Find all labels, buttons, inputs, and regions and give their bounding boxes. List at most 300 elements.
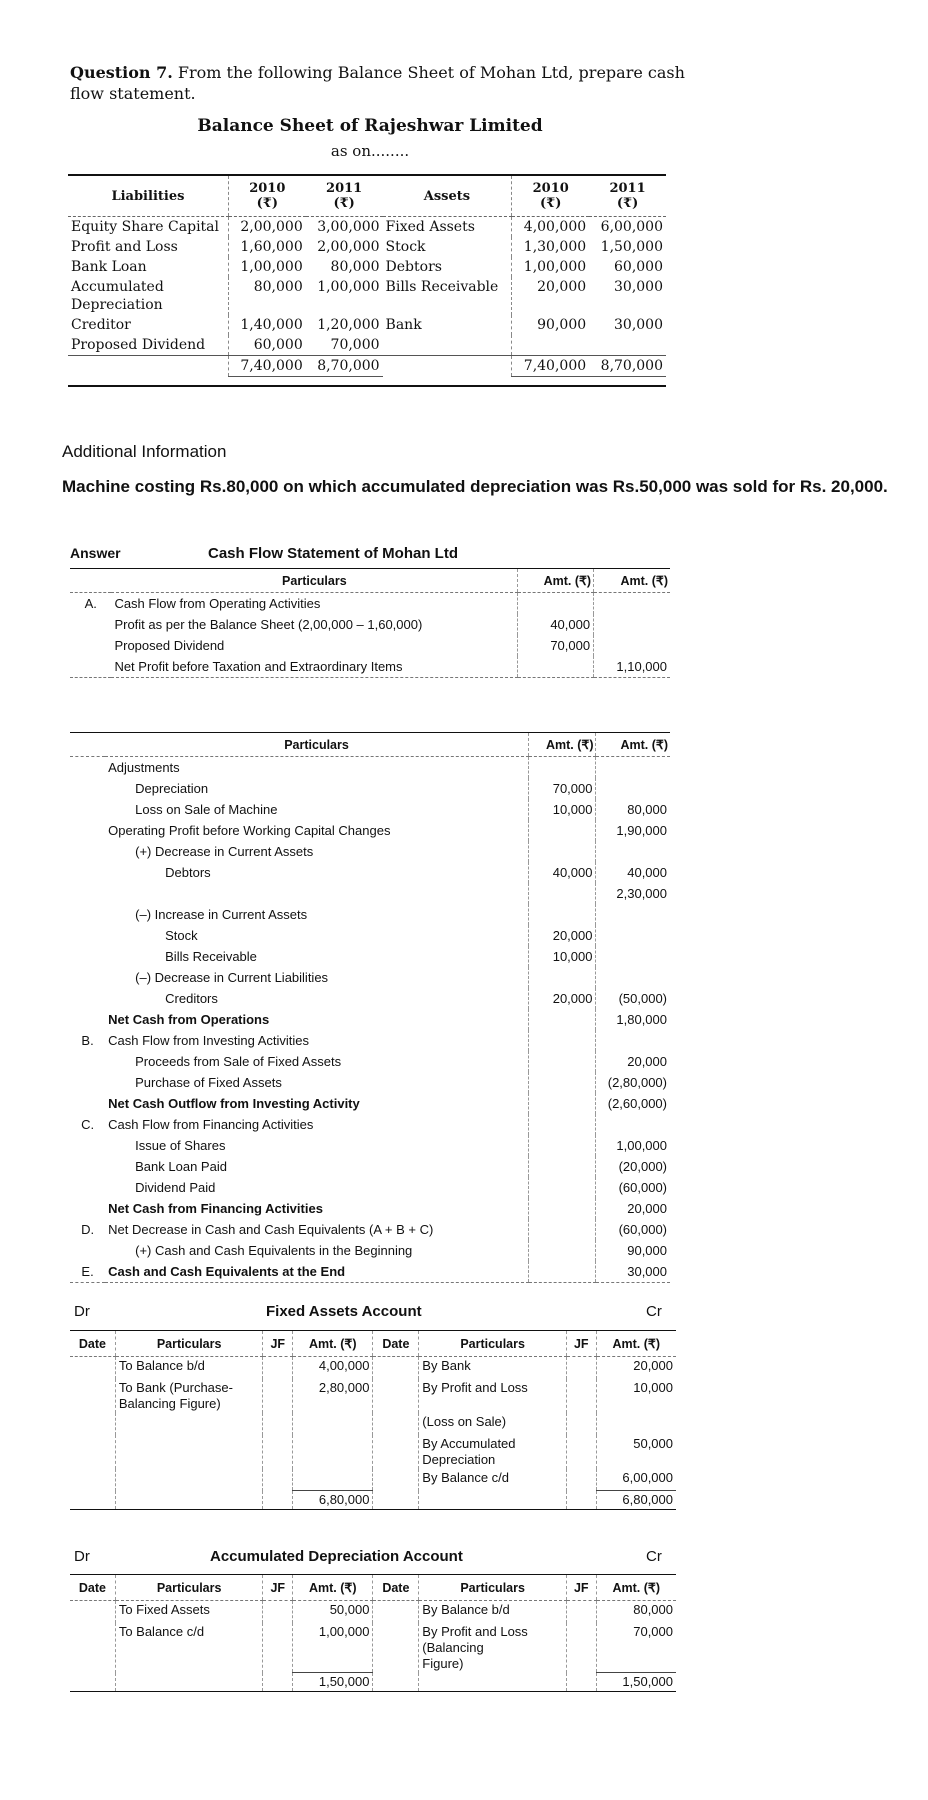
- section-marker: D.: [81, 1222, 95, 1237]
- cash-flow-row: [70, 946, 670, 967]
- cash-flow-row: [70, 925, 670, 946]
- section-marker: C.: [81, 1117, 95, 1132]
- liability-name: Equity Share Capital: [71, 219, 219, 235]
- credit-amount: 50,000: [596, 1435, 676, 1469]
- header-jf: JF: [263, 1331, 293, 1357]
- amount-col1: [528, 1030, 596, 1051]
- amount-col2: 1,10,000: [594, 656, 670, 678]
- total-spacer: [383, 356, 512, 377]
- debit-particular: [115, 1413, 263, 1435]
- cash-flow-row: [70, 967, 670, 988]
- section-marker: A.: [84, 596, 97, 611]
- credit-jf: [566, 1469, 596, 1491]
- cash-flow-row: [70, 614, 670, 635]
- asset-2010: [512, 335, 589, 356]
- amount-col1: [518, 593, 594, 615]
- balance-sheet-row: [68, 335, 666, 356]
- header-date: Date: [373, 1575, 419, 1601]
- asset-name: Fixed Assets: [385, 219, 475, 235]
- amount-col2: 2,30,000: [596, 883, 670, 904]
- cash-flow-row: [70, 1156, 670, 1177]
- balance-sheet-row: [68, 257, 666, 277]
- section-marker: [70, 1177, 105, 1198]
- particular-text: Net Cash from Financing Activities: [108, 1201, 323, 1216]
- header-amt: Amt. (₹): [293, 1331, 373, 1357]
- amount-col2: [596, 967, 670, 988]
- credit-jf: [566, 1413, 596, 1435]
- debit-amount: [293, 1413, 373, 1435]
- debit-amount: [293, 1469, 373, 1491]
- amount-col1: [528, 1114, 596, 1135]
- amount-col2: 40,000: [596, 862, 670, 883]
- credit-date: [373, 1623, 419, 1673]
- particular-text: Profit as per the Balance Sheet (2,00,000 – 1,60,000): [114, 617, 423, 632]
- section-marker: [70, 1051, 105, 1072]
- ledger-row: [70, 1623, 676, 1673]
- credit-date: [373, 1435, 419, 1469]
- section-marker: [70, 1135, 105, 1156]
- ledger-row: [70, 1469, 676, 1491]
- question-label: Question 7.: [70, 63, 173, 82]
- liability-2010: 1,40,000: [228, 315, 305, 335]
- amount-col2: 1,90,000: [596, 820, 670, 841]
- cash-flow-row: [70, 1219, 670, 1240]
- debit-date: [70, 1623, 115, 1673]
- credit-particular: By Accumulated Depreciation: [419, 1435, 567, 1469]
- fixed-assets-ledger: [70, 1330, 676, 1510]
- credit-particular: By Balance c/d: [419, 1469, 567, 1491]
- cash-flow-row: [70, 635, 670, 656]
- section-marker: [70, 1093, 105, 1114]
- section-marker: E.: [70, 1261, 105, 1283]
- section-marker: [70, 925, 105, 946]
- amount-col1: 40,000: [518, 614, 594, 635]
- amount-col1: 70,000: [528, 778, 596, 799]
- particular-text: (+) Cash and Cash Equivalents in the Beginning: [135, 1243, 413, 1258]
- balance-sheet-row: [68, 315, 666, 335]
- asset-2011: [589, 335, 666, 356]
- asset-2010: 4,00,000: [512, 217, 589, 238]
- total-a2010: 7,40,000: [512, 356, 589, 377]
- liability-2010: 80,000: [228, 277, 305, 315]
- cash-flow-row: [70, 1114, 670, 1135]
- header-jf: JF: [263, 1575, 293, 1601]
- particular-text: Cash Flow from Operating Activities: [114, 596, 321, 611]
- section-marker: [70, 841, 105, 862]
- total-spacer: [566, 1673, 596, 1692]
- ledger-row: [70, 1435, 676, 1469]
- additional-info-text: Machine costing Rs.80,000 on which accumulated depreciation was Rs.50,000 was sold for Rs. 20,000.: [62, 477, 888, 496]
- liability-name: Profit and Loss: [71, 239, 178, 255]
- balance-sheet-table: [68, 174, 666, 387]
- amount-col1: 20,000: [528, 988, 596, 1009]
- total-l2010: 7,40,000: [228, 356, 305, 377]
- rule-cell: [306, 377, 383, 387]
- balance-sheet-row: [68, 237, 666, 257]
- amount-col2: [596, 778, 670, 799]
- credit-particular: By Profit and Loss (Balancing Figure): [419, 1623, 567, 1673]
- amount-col1: [528, 820, 596, 841]
- section-marker: [70, 1240, 105, 1261]
- debit-jf: [263, 1435, 293, 1469]
- section-marker: B.: [81, 1033, 94, 1048]
- credit-amount: [596, 1413, 676, 1435]
- amount-col1: [528, 757, 596, 779]
- asset-name: Debtors: [385, 259, 442, 275]
- cash-flow-row: [70, 1093, 670, 1114]
- particular-text: (+) Decrease in Current Assets: [135, 844, 314, 859]
- credit-jf: [566, 1623, 596, 1673]
- cash-flow-row: [70, 1261, 670, 1283]
- balance-sheet-header: [68, 175, 666, 217]
- total-l2011: 8,70,000: [306, 356, 383, 377]
- particular-text: Cash and Cash Equivalents at the End: [105, 1261, 528, 1283]
- total-spacer: [68, 356, 228, 377]
- cash-flow-row: [70, 904, 670, 925]
- credit-amount: 6,00,000: [596, 1469, 676, 1491]
- section-marker: [70, 656, 111, 678]
- section-marker: [70, 946, 105, 967]
- particular-text: Bills Receivable: [165, 949, 257, 964]
- liability-name: Proposed Dividend: [71, 337, 206, 353]
- particular-text: Debtors: [165, 865, 211, 880]
- cash-flow-row: [70, 862, 670, 883]
- cash-flow-row: [70, 1030, 670, 1051]
- additional-info-heading: Additional Information: [62, 442, 227, 461]
- header-amt1: Amt. (₹): [528, 733, 596, 757]
- cash-flow-row: [70, 799, 670, 820]
- total-spacer: [115, 1491, 263, 1510]
- asset-2010: 1,30,000: [512, 237, 589, 257]
- cash-flow-header: [70, 733, 670, 757]
- amount-col1: [528, 883, 596, 904]
- debit-amount: 2,80,000: [293, 1379, 373, 1413]
- amount-col2: (60,000): [596, 1219, 670, 1240]
- liability-name: Accumulated Depreciation: [71, 279, 164, 313]
- liability-name: Creditor: [71, 317, 131, 333]
- section-marker: [70, 904, 105, 925]
- header-amt2: Amt. (₹): [596, 733, 670, 757]
- amount-col2: 20,000: [596, 1051, 670, 1072]
- amount-col2: [596, 757, 670, 779]
- cash-flow-row: [70, 1135, 670, 1156]
- asset-2011: 60,000: [614, 259, 663, 275]
- header-date: Date: [70, 1575, 115, 1601]
- cash-flow-row: [70, 593, 670, 615]
- amount-col2: [596, 904, 670, 925]
- asset-2011: 30,000: [614, 317, 663, 333]
- header-liabilities: Liabilities: [68, 175, 228, 217]
- cash-flow-table-part1: [70, 568, 670, 678]
- credit-date: [373, 1469, 419, 1491]
- total-spacer: [70, 1673, 115, 1692]
- credit-date: [373, 1379, 419, 1413]
- credit-particular: (Loss on Sale): [419, 1413, 567, 1435]
- liability-2011: 70,000: [330, 337, 380, 353]
- debit-jf: [263, 1413, 293, 1435]
- cash-flow-table-part2: [70, 732, 670, 1283]
- cash-flow-row: [70, 1009, 670, 1030]
- amount-col1: 40,000: [528, 862, 596, 883]
- header-particulars: Particulars: [115, 1331, 263, 1357]
- section-marker: [70, 862, 105, 883]
- amount-col2: 20,000: [596, 1198, 670, 1219]
- amount-col2: 1,80,000: [596, 1009, 670, 1030]
- amount-col1: [528, 841, 596, 862]
- debit-date: [70, 1357, 115, 1379]
- liability-name: Bank Loan: [71, 259, 147, 275]
- amount-col1: [528, 1135, 596, 1156]
- debit-total: 1,50,000: [293, 1673, 373, 1692]
- asset-name: Stock: [385, 239, 426, 255]
- amount-col2: [596, 925, 670, 946]
- cash-flow-row: [70, 1177, 670, 1198]
- header-amt: Amt. (₹): [596, 1575, 676, 1601]
- ledger-row: [70, 1601, 676, 1623]
- ledger-header: [70, 1575, 676, 1601]
- particular-text: Creditors: [165, 991, 218, 1006]
- credit-date: [373, 1413, 419, 1435]
- section-marker: [70, 614, 111, 635]
- header-amt2: Amt. (₹): [594, 569, 670, 593]
- cash-flow-row: [70, 988, 670, 1009]
- debit-particular: To Balance c/d: [115, 1623, 263, 1673]
- rule-cell: [512, 377, 589, 387]
- debit-particular: To Balance b/d: [115, 1357, 263, 1379]
- header-particulars: Particulars: [115, 1575, 263, 1601]
- header-particulars: Particulars: [419, 1575, 567, 1601]
- particular-text: Cash Flow from Financing Activities: [108, 1117, 314, 1132]
- debit-particular: [115, 1469, 263, 1491]
- section-marker: [70, 883, 105, 904]
- ledger-row: [70, 1357, 676, 1379]
- balance-sheet-row: [68, 277, 666, 315]
- header-particulars: Particulars: [419, 1331, 567, 1357]
- particular-text: Purchase of Fixed Assets: [135, 1075, 282, 1090]
- section-marker: [70, 778, 105, 799]
- amount-col2: [594, 593, 670, 615]
- answer-label: Answer: [70, 545, 121, 561]
- debit-jf: [263, 1601, 293, 1623]
- header-a2010: 2010 (₹): [512, 175, 589, 217]
- liability-2011: 1,20,000: [317, 317, 380, 333]
- debit-amount: 50,000: [293, 1601, 373, 1623]
- liability-2011: 1,00,000: [317, 279, 380, 295]
- header-amt: Amt. (₹): [293, 1575, 373, 1601]
- particular-text: Depreciation: [135, 781, 209, 796]
- debit-jf: [263, 1379, 293, 1413]
- section-marker: [70, 967, 105, 988]
- credit-amount: 80,000: [596, 1601, 676, 1623]
- amount-col2: [596, 841, 670, 862]
- balance-sheet-subtitle: as on........: [330, 142, 410, 160]
- amount-col1: [528, 904, 596, 925]
- rule-cell: [383, 377, 512, 387]
- credit-jf: [566, 1357, 596, 1379]
- ledger-row: [70, 1413, 676, 1435]
- total-spacer: [419, 1491, 567, 1510]
- credit-total: 6,80,000: [596, 1491, 676, 1510]
- balance-sheet-title: Balance Sheet of Rajeshwar Limited: [197, 116, 543, 136]
- ledger-row: [70, 1379, 676, 1413]
- amount-col2: 90,000: [596, 1240, 670, 1261]
- cash-flow-title: Cash Flow Statement of Mohan Ltd: [208, 545, 458, 562]
- amount-col2: [594, 635, 670, 656]
- amount-col2: [596, 946, 670, 967]
- cash-flow-row: [70, 1072, 670, 1093]
- ledger-total-row: [70, 1491, 676, 1510]
- particular-text: Proposed Dividend: [114, 638, 225, 653]
- total-spacer: [373, 1491, 419, 1510]
- cash-flow-header: [70, 569, 670, 593]
- amount-col1: [528, 1093, 596, 1114]
- section-marker: [70, 820, 105, 841]
- particular-text: Issue of Shares: [135, 1138, 226, 1153]
- amount-col1: [518, 656, 594, 678]
- question-body: From the following Balance Sheet of Mohan Ltd, prepare cash flow statement.: [70, 63, 685, 103]
- ad-account-title: Accumulated Depreciation Account: [210, 1548, 463, 1565]
- liability-2011: 2,00,000: [317, 239, 380, 255]
- particular-text: Loss on Sale of Machine: [135, 802, 278, 817]
- cash-flow-row: [70, 841, 670, 862]
- particular-text: Dividend Paid: [135, 1180, 216, 1195]
- cash-flow-row: [70, 1051, 670, 1072]
- credit-amount: 20,000: [596, 1357, 676, 1379]
- credit-particular: By Balance b/d: [419, 1601, 567, 1623]
- asset-name: Bank: [385, 317, 422, 333]
- debit-particular: To Fixed Assets: [115, 1601, 263, 1623]
- particular-text: Stock: [165, 928, 198, 943]
- rule-cell: [228, 377, 305, 387]
- liability-2010: 2,00,000: [228, 217, 305, 238]
- liability-2011: 3,00,000: [317, 219, 380, 235]
- liability-2011: 80,000: [330, 259, 380, 275]
- amount-col1: [528, 1219, 596, 1240]
- amount-col1: [528, 1261, 596, 1283]
- debit-particular: To Bank (Purchase- Balancing Figure): [115, 1379, 263, 1413]
- debit-date: [70, 1469, 115, 1491]
- particular-text: Operating Profit before Working Capital Changes: [108, 823, 391, 838]
- credit-jf: [566, 1435, 596, 1469]
- debit-date: [70, 1379, 115, 1413]
- amount-col1: 70,000: [518, 635, 594, 656]
- amount-col2: (60,000): [596, 1177, 670, 1198]
- credit-total: 1,50,000: [596, 1673, 676, 1692]
- total-spacer: [419, 1673, 567, 1692]
- debit-jf: [263, 1357, 293, 1379]
- balance-sheet-bottom-rule: [68, 377, 666, 387]
- credit-jf: [566, 1601, 596, 1623]
- header-assets: Assets: [383, 175, 512, 217]
- cash-flow-row: [70, 1198, 670, 1219]
- ad-dr-label: Dr: [74, 1548, 90, 1565]
- amount-col1: [528, 1156, 596, 1177]
- amount-col2: 30,000: [596, 1261, 670, 1283]
- section-marker: [70, 1198, 105, 1219]
- credit-date: [373, 1601, 419, 1623]
- section-marker: [70, 635, 111, 656]
- amount-col2: [596, 1114, 670, 1135]
- credit-particular: By Profit and Loss: [419, 1379, 567, 1413]
- debit-amount: 1,00,000: [293, 1623, 373, 1673]
- debit-date: [70, 1601, 115, 1623]
- cash-flow-row: [70, 656, 670, 678]
- total-spacer: [566, 1491, 596, 1510]
- header-amt: Amt. (₹): [596, 1331, 676, 1357]
- amount-col2: [596, 1030, 670, 1051]
- accumulated-depreciation-ledger: [70, 1574, 676, 1692]
- liability-2010: 1,00,000: [228, 257, 305, 277]
- credit-particular: By Bank: [419, 1357, 567, 1379]
- header-amt1: Amt. (₹): [518, 569, 594, 593]
- particular-text: Net Profit before Taxation and Extraordinary Items: [111, 656, 517, 678]
- liability-2010: 1,60,000: [228, 237, 305, 257]
- section-marker: [70, 988, 105, 1009]
- amount-col2: (50,000): [596, 988, 670, 1009]
- debit-amount: 4,00,000: [293, 1357, 373, 1379]
- debit-jf: [263, 1623, 293, 1673]
- credit-amount: 70,000: [596, 1623, 676, 1673]
- ledger-total-row: [70, 1673, 676, 1692]
- section-marker: [70, 1156, 105, 1177]
- header-particulars: Particulars: [105, 733, 528, 757]
- fa-cr-label: Cr: [646, 1303, 662, 1320]
- particular-text: Cash Flow from Investing Activities: [108, 1033, 309, 1048]
- amount-col1: [528, 967, 596, 988]
- particular-text: Proceeds from Sale of Fixed Assets: [135, 1054, 342, 1069]
- asset-2010: 90,000: [512, 315, 589, 335]
- particular-text: Adjustments: [108, 760, 180, 775]
- section-marker: [70, 1072, 105, 1093]
- asset-name: [383, 335, 512, 356]
- total-spacer: [263, 1491, 293, 1510]
- amount-col1: 10,000: [528, 946, 596, 967]
- particular-text: (–) Increase in Current Assets: [135, 907, 308, 922]
- asset-name: Bills Receivable: [385, 279, 499, 295]
- amount-col1: [528, 1009, 596, 1030]
- amount-col1: [528, 1072, 596, 1093]
- debit-amount: [293, 1435, 373, 1469]
- total-spacer: [373, 1673, 419, 1692]
- debit-particular: [115, 1435, 263, 1469]
- debit-jf: [263, 1469, 293, 1491]
- total-spacer: [115, 1673, 263, 1692]
- asset-2011: 6,00,000: [600, 219, 663, 235]
- header-jf: JF: [566, 1331, 596, 1357]
- total-a2011: 8,70,000: [589, 356, 666, 377]
- cash-flow-row: [70, 1240, 670, 1261]
- amount-col2: (2,60,000): [596, 1093, 670, 1114]
- total-spacer: [70, 1491, 115, 1510]
- header-a2011: 2011 (₹): [589, 175, 666, 217]
- fa-account-title: Fixed Assets Account: [266, 1303, 422, 1320]
- cash-flow-row: [70, 757, 670, 779]
- debit-total: 6,80,000: [293, 1491, 373, 1510]
- amount-col2: [594, 614, 670, 635]
- section-marker: [70, 1009, 105, 1030]
- question-text: [70, 62, 690, 104]
- cash-flow-row: [70, 778, 670, 799]
- header-jf: JF: [566, 1575, 596, 1601]
- particular-text: (–) Decrease in Current Liabilities: [135, 970, 329, 985]
- cash-flow-row: [70, 820, 670, 841]
- fa-dr-label: Dr: [74, 1303, 90, 1320]
- header-l2010: 2010 (₹): [228, 175, 305, 217]
- amount-col1: 10,000: [528, 799, 596, 820]
- particular-text: Net Cash Outflow from Investing Activity: [108, 1096, 360, 1111]
- particular-text: Net Cash from Operations: [108, 1012, 270, 1027]
- cash-flow-row: [70, 883, 670, 904]
